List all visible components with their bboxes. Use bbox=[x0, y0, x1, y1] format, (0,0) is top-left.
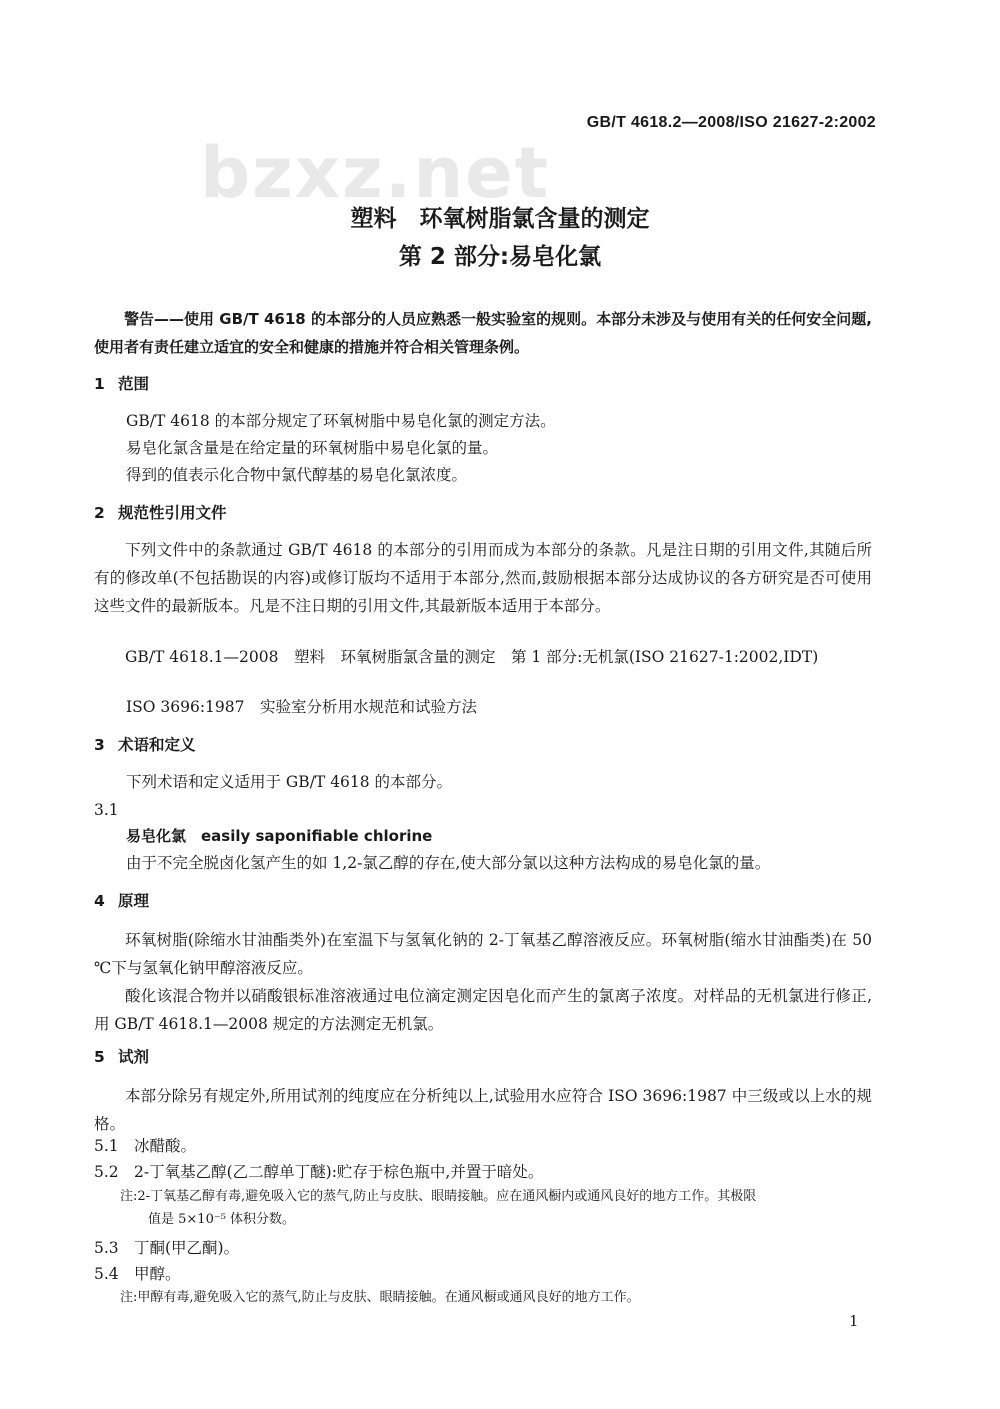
title-line-1: 塑料 环氧树脂氯含量的测定 bbox=[350, 206, 650, 232]
section-title: 术语和定义 bbox=[118, 736, 196, 754]
section-5-heading bbox=[94, 1045, 149, 1067]
term-definition: 由于不完全脱卤化氢产生的如 1,2-氯乙醇的存在,使大部分氯以这种方法构成的易皂化氯的量。 bbox=[126, 854, 771, 872]
standard-code: GB/T 4618.2—2008/ISO 21627-2:2002 bbox=[586, 114, 876, 131]
reagent-number: 5.2 bbox=[94, 1163, 119, 1181]
section-title: 范围 bbox=[118, 375, 150, 393]
reagent-text: 冰醋酸。 bbox=[134, 1137, 197, 1155]
reagent-item bbox=[94, 1234, 239, 1262]
term-heading: 易皂化氯 easily saponifiable chlorine bbox=[126, 827, 433, 845]
reagent-text: 2-丁氧基乙醇(乙二醇单丁醚):贮存于棕色瓶中,并置于暗处。 bbox=[134, 1163, 544, 1181]
section-title: 规范性引用文件 bbox=[118, 504, 227, 522]
scope-line-3: 得到的值表示化合物中氯代醇基的易皂化氯浓度。 bbox=[126, 466, 468, 484]
reagent-item bbox=[94, 1158, 543, 1186]
reagent-item bbox=[94, 1132, 196, 1160]
section-number: 4 bbox=[94, 892, 105, 910]
terms-intro: 下列术语和定义适用于 GB/T 4618 的本部分。 bbox=[126, 773, 453, 791]
scope-line-2: 易皂化氯含量是在给定量的环氧树脂中易皂化氯的量。 bbox=[126, 439, 499, 457]
reagent-number: 5.4 bbox=[94, 1265, 119, 1283]
note-butoxyethanol-line-2: 值是 5×10⁻⁵ 体积分数。 bbox=[148, 1212, 296, 1227]
section-title: 试剂 bbox=[118, 1048, 150, 1066]
subsection-3-1-number: 3.1 bbox=[94, 801, 119, 819]
reagent-text: 甲醇。 bbox=[134, 1265, 181, 1283]
section-1-heading bbox=[94, 372, 149, 394]
section-3-heading bbox=[94, 733, 196, 755]
section-number: 5 bbox=[94, 1048, 105, 1066]
section-number: 2 bbox=[94, 504, 105, 522]
principle-paragraph-2: 酸化该混合物并以硝酸银标准溶液通过电位滴定测定因皂化而产生的氯离子浓度。对样品的无机氯进行修正,用 GB/T 4618.1—2008 规定的方法测定无机氯。 bbox=[94, 987, 872, 1033]
reference-gbt-4618-1: GB/T 4618.1—2008 塑料 环氧树脂氯含量的测定 第 1 部分:无机氯(ISO 21627-1:2002,IDT) bbox=[125, 648, 819, 666]
normative-references-paragraph: 下列文件中的条款通过 GB/T 4618 的本部分的引用而成为本部分的条款。凡是注日期的引用文件,其随后所有的修改单(不包括勘误的内容)或修订版均不适用于本部分,然而,鼓励根据本部分达成协议的各方研究是否可使用这些文件的最新版本。凡是不注日期的引用文件,其最新版本适用于本部分。 bbox=[94, 541, 872, 615]
title-line-2: 第 2 部分:易皂化氯 bbox=[398, 244, 602, 270]
note-methanol: 注:甲醇有毒,避免吸入它的蒸气,防止与皮肤、眼睛接触。在通风橱或通风良好的地方工作。 bbox=[120, 1290, 640, 1305]
section-title: 原理 bbox=[118, 892, 150, 910]
note-butoxyethanol-line-1: 注:2-丁氧基乙醇有毒,避免吸入它的蒸气,防止与皮肤、眼睛接触。应在通风橱内或通风良好的地方工作。其极限 bbox=[120, 1189, 757, 1204]
reagent-text: 丁酮(甲乙酮)。 bbox=[134, 1239, 240, 1257]
reagent-item bbox=[94, 1260, 181, 1288]
reagents-paragraph: 本部分除另有规定外,所用试剂的纯度应在分析纯以上,试验用水应符合 ISO 3696:1987 中三级或以上水的规格。 bbox=[94, 1087, 872, 1133]
section-4-heading bbox=[94, 889, 149, 911]
scope-line-1: GB/T 4618 的本部分规定了环氧树脂中易皂化氯的测定方法。 bbox=[126, 412, 556, 430]
section-2-heading bbox=[94, 501, 227, 523]
watermark: bzxz.net bbox=[200, 132, 551, 214]
page-number: 1 bbox=[849, 1312, 859, 1330]
warning-paragraph: 警告——使用 GB/T 4618 的本部分的人员应熟悉一般实验室的规则。本部分未涉及与使用有关的任何安全问题,使用者有责任建立适宜的安全和健康的措施并符合相关管理条例。 bbox=[94, 310, 872, 356]
section-number: 1 bbox=[94, 375, 105, 393]
reagent-number: 5.3 bbox=[94, 1239, 119, 1257]
reference-iso-3696: ISO 3696:1987 实验室分析用水规范和试验方法 bbox=[126, 698, 477, 716]
principle-paragraph-1: 环氧树脂(除缩水甘油酯类外)在室温下与氢氧化钠的 2-丁氧基乙醇溶液反应。环氧树脂(缩水甘油酯类)在 50 ℃下与氢氧化钠甲醇溶液反应。 bbox=[94, 931, 872, 977]
section-number: 3 bbox=[94, 736, 105, 754]
reagent-number: 5.1 bbox=[94, 1137, 119, 1155]
